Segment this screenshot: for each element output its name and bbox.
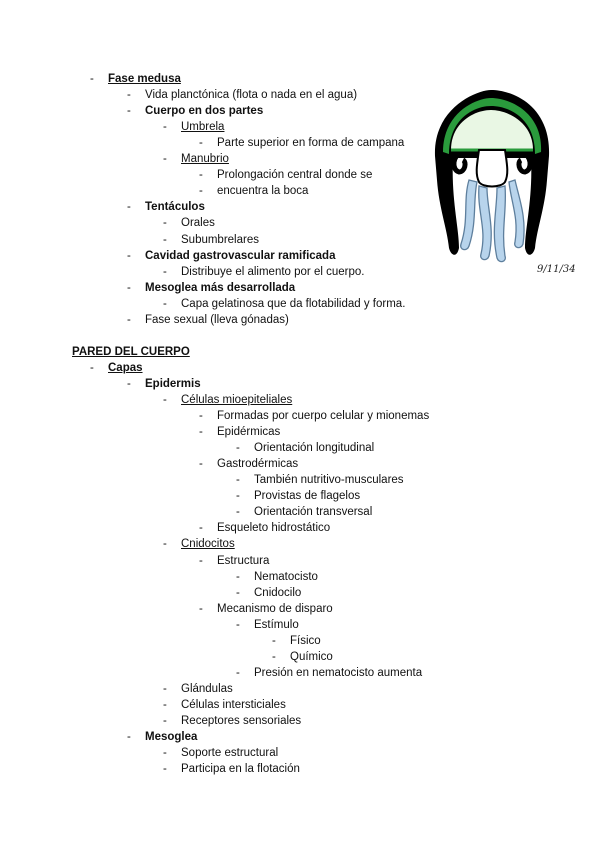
outline-item: Mecanismo de disparo [217,603,333,615]
bullet-dash: - [236,587,240,599]
bullet-dash: - [163,683,167,695]
bullet-dash: - [199,185,203,197]
outline-item: Células intersticiales [181,699,286,711]
bullet-dash: - [90,362,94,374]
bullet-dash: - [199,555,203,567]
outline-item: Estructura [217,555,270,567]
bullet-dash: - [199,410,203,422]
bullet-dash: - [236,474,240,486]
bullet-dash: - [163,234,167,246]
outline-item: Subumbrelares [181,234,259,246]
bullet-dash: - [127,282,131,294]
bullet-dash: - [127,105,131,117]
bullet-dash: - [163,763,167,775]
outline-item: Umbrela [181,121,225,133]
outline-item: Tentáculos [145,201,205,213]
outline-item: Estímulo [254,619,299,631]
bullet-dash: - [127,731,131,743]
bullet-dash: - [236,442,240,454]
outline-item: Nematocisto [254,571,318,583]
bullet-dash: - [199,603,203,615]
bullet-dash: - [127,314,131,326]
outline-item: Físico [290,635,321,647]
outline-item: Manubrio [181,153,229,165]
outline-item: Epidérmicas [217,426,281,438]
bullet-dash: - [163,266,167,278]
outline-item: Provistas de flagelos [254,490,361,502]
bullet-dash: - [236,506,240,518]
medusa-illustration [417,88,576,278]
bullet-dash: - [236,571,240,583]
outline-item: Vida planctónica (flota o nada en el agua) [145,89,358,101]
bullet-dash: - [127,250,131,262]
bullet-dash: - [199,522,203,534]
bullet-dash: - [236,667,240,679]
outline-item: Orientación transversal [254,506,373,518]
oral-tentacles [461,180,524,262]
bullet-dash: - [90,73,94,85]
outline-item: Cnidocilo [254,587,302,599]
bullet-dash: - [127,201,131,213]
bullet-dash: - [199,458,203,470]
outline-item: Receptores sensoriales [181,715,302,727]
outline-item: Glándulas [181,683,233,695]
bullet-dash: - [163,538,167,550]
bullet-dash: - [236,490,240,502]
outline-item: Capas [108,362,143,374]
outline-item: Participa en la flotación [181,763,300,775]
outline-item: Esqueleto hidrostático [217,522,331,534]
bullet-dash: - [127,89,131,101]
outline-item: Cavidad gastrovascular ramificada [145,250,336,262]
bullet-dash: - [163,747,167,759]
bullet-dash: - [163,121,167,133]
bullet-dash: - [236,619,240,631]
bullet-dash: - [163,394,167,406]
outline-item: Orientación longitudinal [254,442,375,454]
outline-item: Formadas por cuerpo celular y mionemas [217,410,430,422]
outline-item: Prolongación central donde se [217,169,373,181]
bullet-dash: - [163,153,167,165]
outline-item: encuentra la boca [217,185,309,197]
outline-item: Capa gelatinosa que da flotabilidad y forma. [181,298,406,310]
bullet-dash: - [163,699,167,711]
outline-item: Mesoglea más desarrollada [145,282,296,294]
bullet-dash: - [127,378,131,390]
outline-item: También nutritivo-musculares [254,474,404,486]
outline-item: Fase sexual (lleva gónadas) [145,314,289,326]
outline-item: Epidermis [145,378,201,390]
bullet-dash: - [272,635,276,647]
outline-item: Distribuye el alimento por el cuerpo. [181,266,365,278]
outline-item: Cnidocitos [181,538,235,550]
bullet-dash: - [163,217,167,229]
outline-item: Células mioepiteliales [181,394,293,406]
outline-item: Fase medusa [108,73,181,85]
bullet-dash: - [163,715,167,727]
bullet-dash: - [199,426,203,438]
outline-item: Orales [181,217,215,229]
outline-item: Mesoglea [145,731,198,743]
outline-item: Soporte estructural [181,747,279,759]
outline-item: Presión en nematocisto aumenta [254,667,423,679]
outline-item: Parte superior en forma de campana [217,137,405,149]
outline-item: Cuerpo en dos partes [145,105,264,117]
bullet-dash: - [163,298,167,310]
bullet-dash: - [199,137,203,149]
outline-item: Químico [290,651,333,663]
manubrium [477,150,508,187]
section-heading: PARED DEL CUERPO [72,346,190,358]
illustration-signature: 9/11/34 [537,264,576,275]
bullet-dash: - [272,651,276,663]
bullet-dash: - [199,169,203,181]
outline-item: Gastrodérmicas [217,458,299,470]
